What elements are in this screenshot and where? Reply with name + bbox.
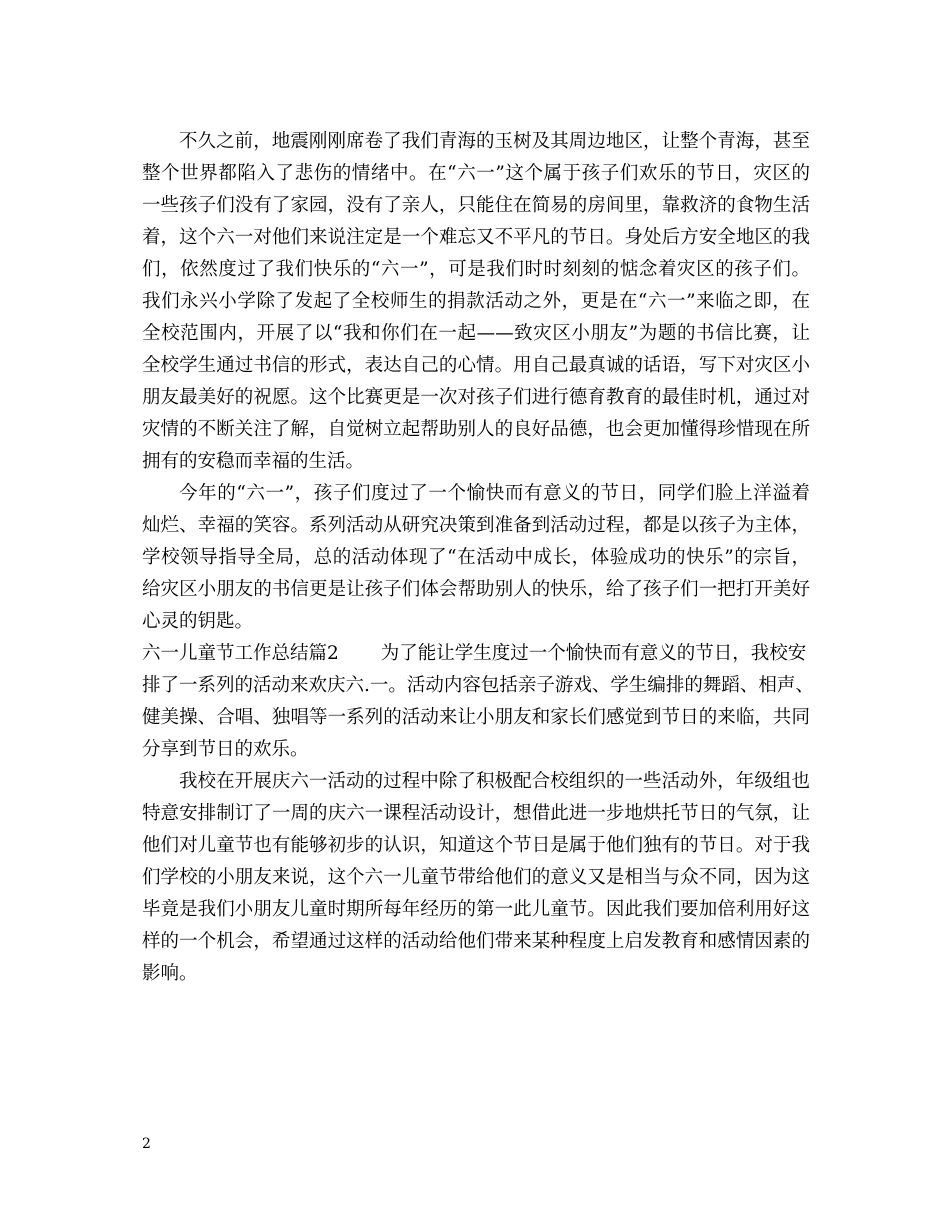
text-line: 健美操、合唱、独唱等一系列的活动来让小朋友和家长们感觉到节日的来临，共同 [142, 707, 810, 728]
text-line: 朋友最美好的祝愿。这个比赛更是一次对孩子们进行德育教育的最佳时机，通过对 [142, 387, 810, 408]
text-line: 样的一个机会，希望通过这样的活动给他们带来某种程度上启发教育和感情因素的 [142, 931, 810, 952]
text-line: 们学校的小朋友来说，这个六一儿童节带给他们的意义又是相当与众不同，因为这 [142, 867, 810, 888]
text-line: 学校领导指导全局，总的活动体现了“在活动中成长，体验成功的快乐”的宗旨， [142, 547, 810, 568]
text-line: 毕竟是我们小朋友儿童时期所每年经历的第一此儿童节。因此我们要加倍利用好这 [142, 899, 810, 920]
paragraph-1 [142, 126, 810, 478]
text-line: 今年的“六一”，孩子们度过了一个愉快而有意义的节日，同学们脸上洋溢着 [179, 483, 810, 504]
section-heading: 六一儿童节工作总结篇2 [142, 643, 339, 664]
text-line: 我校在开展庆六一活动的过程中除了积极配合校组织的一些活动外，年级组也 [179, 771, 810, 792]
text-line: 分享到节日的欢乐。 [142, 739, 309, 760]
text-line: 拥有的安稳而幸福的生活。 [142, 451, 365, 472]
paragraph-3 [142, 638, 814, 766]
heading-line-text: 为了能让学生度过一个愉快而有意义的节日，我校安 [380, 643, 807, 664]
text-line: 他们对儿童节也有能够初步的认识，知道这个节日是属于他们独有的节日。对于我 [142, 835, 810, 856]
text-line: 不久之前，地震刚刚席卷了我们青海的玉树及其周边地区，让整个青海，甚至 [179, 131, 810, 152]
paragraph-4 [142, 766, 810, 990]
page-number: 2 [142, 1136, 151, 1152]
paragraph-2 [142, 478, 810, 638]
text-line: 给灾区小朋友的书信更是让孩子们体会帮助别人的快乐，给了孩子们一把打开美好 [142, 579, 810, 600]
text-line: 灿烂、幸福的笑容。系列活动从研究决策到准备到活动过程，都是以孩子为主体， [142, 515, 810, 536]
text-line: 排了一系列的活动来欢庆六.一。活动内容包括亲子游戏、学生编排的舞蹈、相声、 [142, 675, 814, 696]
text-line: 特意安排制订了一周的庆六一课程活动设计，想借此进一步地烘托节日的气氛，让 [142, 803, 810, 824]
text-line: 全校范围内，开展了以“我和你们在一起——致灾区小朋友”为题的书信比赛，让 [142, 323, 810, 344]
text-line: 着，这个六一对他们来说注定是一个难忘又不平凡的节日。身处后方安全地区的我 [142, 227, 810, 248]
text-line: 我们永兴小学除了发起了全校师生的捐款活动之外，更是在“六一”来临之即，在 [142, 291, 810, 312]
text-line: 一些孩子们没有了家园，没有了亲人，只能住在简易的房间里，靠救济的食物生活 [142, 195, 810, 216]
text-line: 全校学生通过书信的形式，表达自己的心情。用自己最真诚的话语，写下对灾区小 [142, 355, 810, 376]
text-line: 们，依然度过了我们快乐的“六一”，可是我们时时刻刻的惦念着灾区的孩子们。 [142, 259, 810, 280]
text-line: 影响。 [142, 963, 198, 984]
text-line: 心灵的钥匙。 [142, 611, 254, 632]
text-line: 灾情的不断关注了解，自觉树立起帮助别人的良好品德，也会更加懂得珍惜现在所 [142, 419, 810, 440]
document-body [142, 126, 814, 990]
text-line [142, 638, 810, 670]
text-line: 整个世界都陷入了悲伤的情绪中。在“六一”这个属于孩子们欢乐的节日，灾区的 [142, 163, 810, 184]
